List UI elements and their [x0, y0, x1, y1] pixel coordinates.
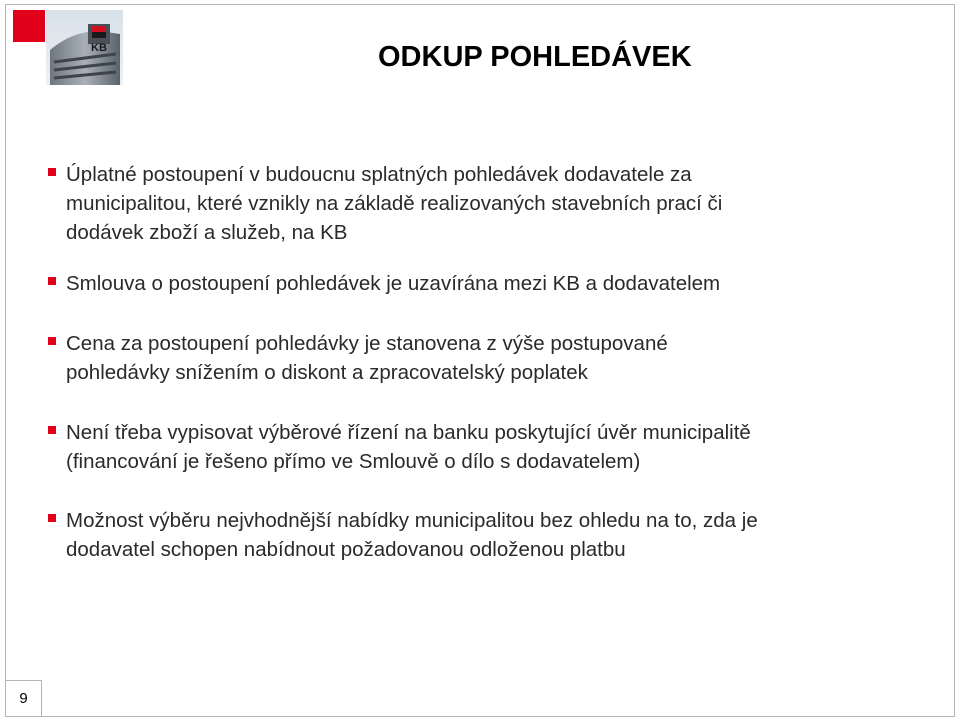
kb-logo-graphic: [46, 10, 123, 85]
bullet-list: [48, 160, 928, 564]
bullet-line: (financování je řešeno přímo ve Smlouvě o dílo s dodavatelem): [66, 450, 641, 473]
kb-logo-lettering: KB: [91, 42, 107, 54]
bullet-square-icon: [48, 337, 56, 345]
bullet-item: [48, 418, 928, 476]
bullet-square-icon: [48, 277, 56, 285]
bullet-line: pohledávky snížením o diskont a zpracovatelský poplatek: [66, 361, 588, 384]
bullet-line: Smlouva o postoupení pohledávek je uzavírána mezi KB a dodavatelem: [66, 272, 721, 295]
page-number: 9: [5, 680, 42, 717]
bullet-line: dodavatel schopen nabídnout požadovanou odloženou platbu: [66, 538, 626, 561]
bullet-item: [48, 160, 928, 247]
bullet-square-icon: [48, 426, 56, 434]
bullet-line: dodávek zboží a služeb, na KB: [66, 221, 348, 244]
bullet-line: Cena za postoupení pohledávky je stanovena z výše postupované: [66, 332, 668, 355]
bullet-line: Možnost výběru nejvhodnější nabídky municipalitou bez ohledu na to, zda je: [66, 509, 758, 532]
bullet-item: [48, 329, 928, 387]
kb-building-logo: [46, 10, 123, 85]
bullet-item: [48, 506, 928, 564]
brand-red-square: [13, 10, 45, 42]
bullet-line: Úplatné postoupení v budoucnu splatných pohledávek dodavatele za: [66, 163, 692, 186]
bullet-item: [48, 269, 928, 298]
bullet-line: Není třeba vypisovat výběrové řízení na banku poskytující úvěr municipalitě: [66, 421, 751, 444]
bullet-square-icon: [48, 514, 56, 522]
bullet-square-icon: [48, 168, 56, 176]
slide-title: ODKUP POHLEDÁVEK: [378, 41, 692, 73]
bullet-line: municipalitou, které vznikly na základě realizovaných stavebních prací či: [66, 192, 723, 215]
